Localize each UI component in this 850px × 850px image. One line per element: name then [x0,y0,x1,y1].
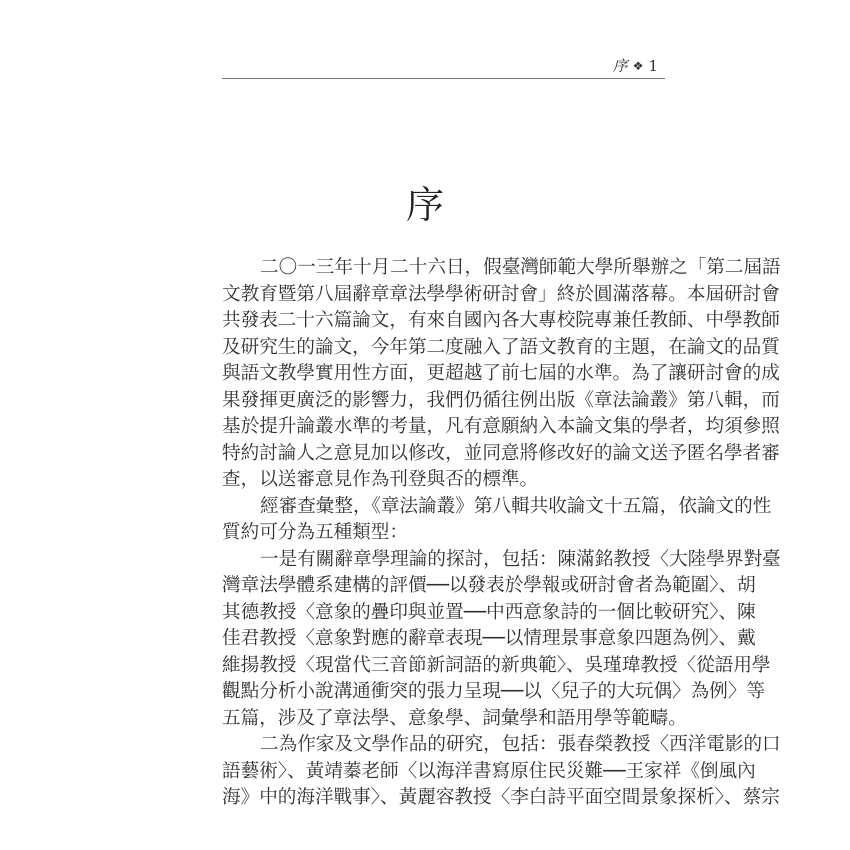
paragraph-3-line: 灣章法學體系建構的評價──以發表於學報或研討會者為範圍〉、胡 [222,575,756,596]
paragraph-1-line: 果發揮更廣泛的影響力，我們仍循往例出版《章法論叢》第八輯，而 [222,389,780,411]
paragraph-1-line: 基於提升論叢水準的考量，凡有意願納入本論文集的學者，均須參照 [222,416,780,437]
paragraph-4-line: 海》中的海洋戰事〉、黃麗容教授〈李白詩平面空間景象探析〉、蔡宗 [222,787,780,808]
paragraph-1-line: 與語文教學實用性方面，更超越了前七屆的水準。為了讓研討會的成 [222,363,780,384]
paragraph-3-line: 觀點分析小說溝通衝突的張力呈現──以〈兒子的大玩偶〉為例〉等 [222,681,766,702]
diamond-ornament-icon: ❖ [632,59,645,73]
page-number: 1 [648,57,659,75]
paragraph-3-line: 佳君教授〈意象對應的辭章表現──以情理景事意象四題為例〉、戴 [222,628,756,649]
paragraph-4-line: 二為作家及文學作品的研究，包括：張春榮教授〈西洋電影的口 [260,734,781,755]
paragraph-3-line: 一是有關辭章學理論的探討，包括：陳滿銘教授〈大陸學界對臺 [260,548,781,570]
paragraph-4-line: 語藝術〉、黃靖蓁老師〈以海洋書寫原住民災難──王家祥《倒風內 [222,760,756,782]
paragraph-3-line: 其德教授〈意象的疊印與並置──中西意象詩的一個比較研究〉、陳 [222,601,756,623]
preface-body [222,255,781,812]
running-head [222,56,665,79]
paragraph-1-line: 文教育暨第八屆辭章章法學學術研討會」終於圓滿落幕。本屆研討會 [222,283,780,305]
paragraph-3-line: 五篇，涉及了章法學、意象學、詞彙學和語用學等範疇。 [222,707,687,729]
paragraph-2-line: 質約可分為五種類型： [222,522,408,543]
paragraph-2-line: 經審查彙整，《章法論叢》第八輯共收論文十五篇，依論文的性 [260,495,772,517]
paragraph-3-line: 維揚教授〈現當代三音節新詞語的新典範〉、吳瑾瑋教授〈從語用學 [222,654,771,676]
paragraph-1-line: 特約討論人之意見加以修改，並同意將修改好的論文送予匿名學者審 [222,442,780,464]
running-head-chapter: 序 [612,57,629,75]
paragraph-1-line: 共發表二十六篇論文，有來自國內各大專校院專兼任教師、中學教師 [222,310,780,331]
paragraph-1-line: 二〇一三年十月二十六日，假臺灣師範大學所舉辦之「第二屆語 [260,257,781,278]
running-head-text [613,56,659,76]
paragraph-1-line: 查，以送審意見作為刊登與否的標準。 [222,469,539,490]
page-title: 序 [405,183,444,228]
paragraph-1-line: 及研究生的論文，今年第二度融入了語文教育的主題，在論文的品質 [222,336,780,358]
